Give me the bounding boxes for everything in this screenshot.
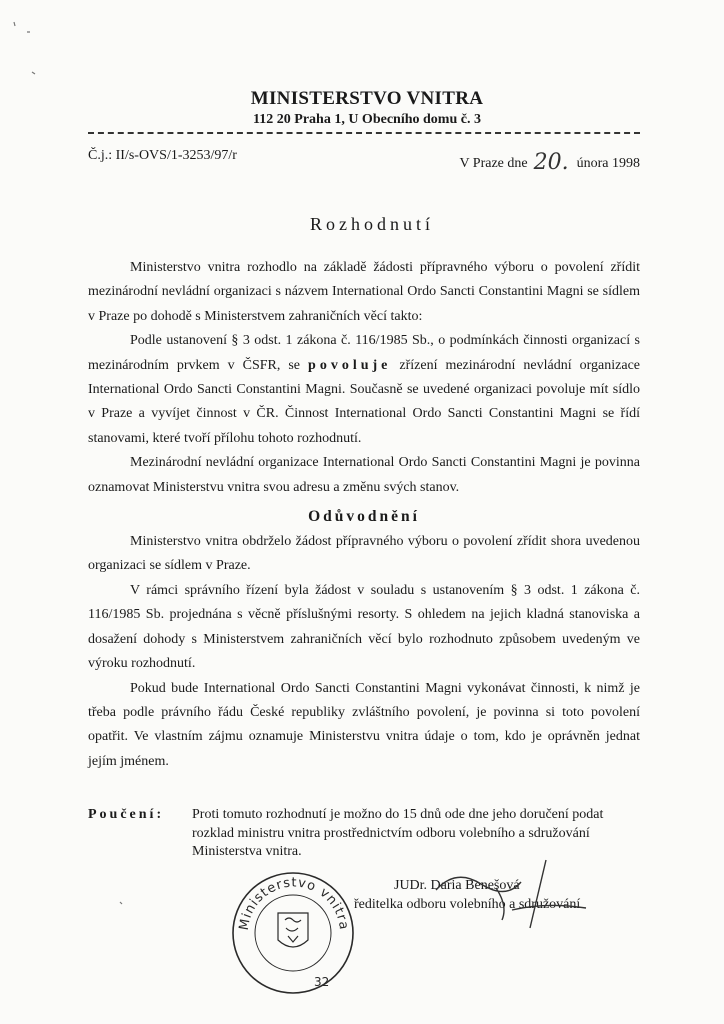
signatory-title: ředitelka odboru volebního a sdružování [354,897,581,912]
decision-p2-start: Podle ustanovení § 3 odst. 1 zákona č. 116/1985 Sb., o podmínkách činnosti organizací s mezinárodním prvkem v ČSFR, se [88,333,640,373]
justification-heading: Odůvodnění [308,508,420,526]
decision-paragraph-3: Mezinárodní nevládní organizace International Ordo Sancti Constantini Magni je povinna oznamovat Ministerstvu vnitra svou adresu a změnu svých stanov. [88,455,640,495]
svg-text:Ministerstvo vnitra [237,876,351,932]
header-divider [88,132,640,134]
date-prefix: V Praze dne [459,156,528,171]
decision-p2-end: zřízení mezinárodní nevládní organizace International Ordo Sancti Constantini Magni. Současně se uvedené organizaci povoluje mít sídlo v Praze a vyvíjet činnost v ČR. Činnost International Ordo Sancti Constantini Magni se řídí stanovami, které tvoří přílohu tohoto rozhodnutí. [88,357,640,446]
ministry-address: 112 20 Praha 1, U Obecního domu č. 3 [253,112,481,127]
reference-number: Č.j.: II/s-OVS/1-3253/97/r [88,148,237,163]
letterhead [0,88,724,128]
decision-paragraph-1: Ministerstvo vnitra rozhodlo na základě žádosti přípravného výboru o povolení zřídit mezinárodní nevládní organizaci s názvem International Ordo Sancti Constantini Magni se sídlem v Praze po dohodě s Ministerstvem zahraničních věcí takto: [88,260,640,324]
justification-paragraph-2: V rámci správního řízení byla žádost v souladu s ustanovením § 3 odst. 1 zákona č. 116/1985 Sb. projednána s věcně příslušnými resorty. S ohledem na jejich kladná stanoviska a dosažení dohody s Ministerstvem zahraničních věcí bylo rozhodnuto způsobem uvedeným ve výroku rozhodnutí. [88,582,640,672]
stamp-number: 32 [314,975,330,989]
lion-emblem-icon [278,913,308,947]
document-date [459,148,640,173]
appeal-instruction [88,806,640,862]
document-body [88,256,640,774]
stamp-text: Ministerstvo vnitra [236,875,352,932]
instruction-label: Poučení: [88,807,165,822]
decision-verb: povoluje [308,357,392,373]
handwritten-day: 20. [533,150,569,175]
ministry-name: MINISTERSTVO VNITRA [250,88,484,109]
official-stamp [228,868,358,998]
document-title: Rozhodnutí [310,214,434,234]
instruction-text: Proti tomuto rozhodnutí je možno do 15 dnů ode dne jeho doručení podat rozklad ministru vnitra prostřednictvím odboru volebního a sdružování Ministerstva vnitra. [192,807,604,859]
justification-paragraph-3: Pokud bude International Ordo Sancti Constantini Magni vykonávat činnosti, k nimž je třeba podle právního řádu České republiky zvláštního povolení, je povinna si toto povolení opatřit. Ve vlastním zájmu oznamuje Ministerstvu vnitra údaje o tom, kdo je oprávněn jednat jejím jménem. [88,680,640,769]
decision-paragraph-2 [88,329,640,451]
signatory-name: JUDr. Daria Benešová [394,878,520,893]
handwritten-signature [426,858,596,938]
date-month-year: února 1998 [576,156,640,171]
justification-paragraph-1: Ministerstvo vnitra obdrželo žádost přípravného výboru o povolení zřídit shora uvedenou organizaci se sídlem v Praze. [88,534,640,574]
